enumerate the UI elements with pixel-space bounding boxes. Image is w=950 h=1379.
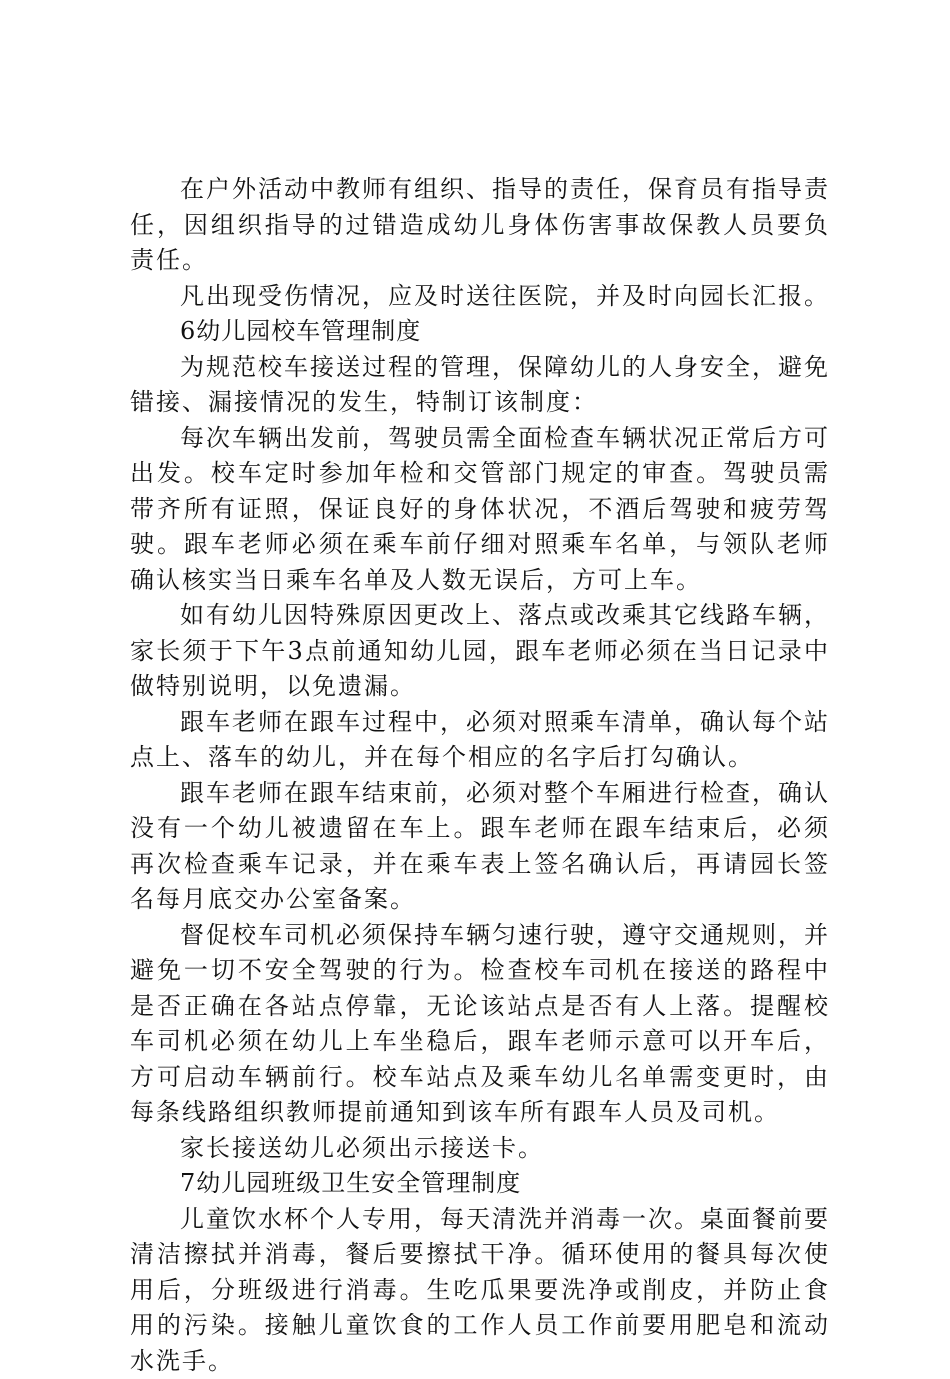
section-heading-school-bus: 6幼儿园校车管理制度: [130, 314, 830, 350]
section-heading-hygiene: 7幼儿园班级卫生安全管理制度: [130, 1166, 830, 1202]
document-body: [130, 172, 830, 1379]
paragraph-bus-inspection: 每次车辆出发前，驾驶员需全面检查车辆状况正常后方可出发。校车定时参加年检和交管部门规定的审查。驾驶员需带齐所有证照，保证良好的身体状况，不酒后驾驶和疲劳驾驶。跟车老师必须在乘车前仔细对照乘车名单，与领队老师确认核实当日乘车名单及人数无误后，方可上车。: [130, 421, 830, 599]
paragraph-route-change: 如有幼儿因特殊原因更改上、落点或改乘其它线路车辆，家长须于下午3点前通知幼儿园，跟车老师必须在当日记录中做特别说明，以免遗漏。: [130, 598, 830, 705]
paragraph-hygiene-rules: 儿童饮水杯个人专用，每天清洗并消毒一次。桌面餐前要清洁擦拭并消毒，餐后要擦拭干净。循环使用的餐具每次使用后，分班级进行消毒。生吃瓜果要洗净或削皮，并防止食用的污染。接触儿童饮食的工作人员工作前要用肥皂和流动水洗手。: [130, 1202, 830, 1379]
paragraph-checklist: 跟车老师在跟车过程中，必须对照乘车清单，确认每个站点上、落车的幼儿，并在每个相应的名字后打勾确认。: [130, 705, 830, 776]
paragraph-teacher-responsibility: 在户外活动中教师有组织、指导的责任，保育员有指导责任，因组织指导的过错造成幼儿身体伤害事故保教人员要负责任。: [130, 172, 830, 279]
paragraph-pickup-card: 家长接送幼儿必须出示接送卡。: [130, 1131, 830, 1167]
paragraph-driver-supervision: 督促校车司机必须保持车辆匀速行驶，遵守交通规则，并避免一切不安全驾驶的行为。检查校车司机在接送的路程中是否正确在各站点停靠，无论该站点是否有人上落。提醒校车司机必须在幼儿上车坐稳后，跟车老师示意可以开车后，方可启动车辆前行。校车站点及乘车幼儿名单需变更时，由每条线路组织教师提前通知到该车所有跟车人员及司机。: [130, 918, 830, 1131]
paragraph-injury-report: 凡出现受伤情况，应及时送往医院，并及时向园长汇报。: [130, 279, 830, 315]
paragraph-bus-purpose: 为规范校车接送过程的管理，保障幼儿的人身安全，避免错接、漏接情况的发生，特制订该制度：: [130, 350, 830, 421]
paragraph-end-check: 跟车老师在跟车结束前，必须对整个车厢进行检查，确认没有一个幼儿被遗留在车上。跟车老师在跟车结束后，必须再次检查乘车记录，并在乘车表上签名确认后，再请园长签名每月底交办公室备案。: [130, 776, 830, 918]
